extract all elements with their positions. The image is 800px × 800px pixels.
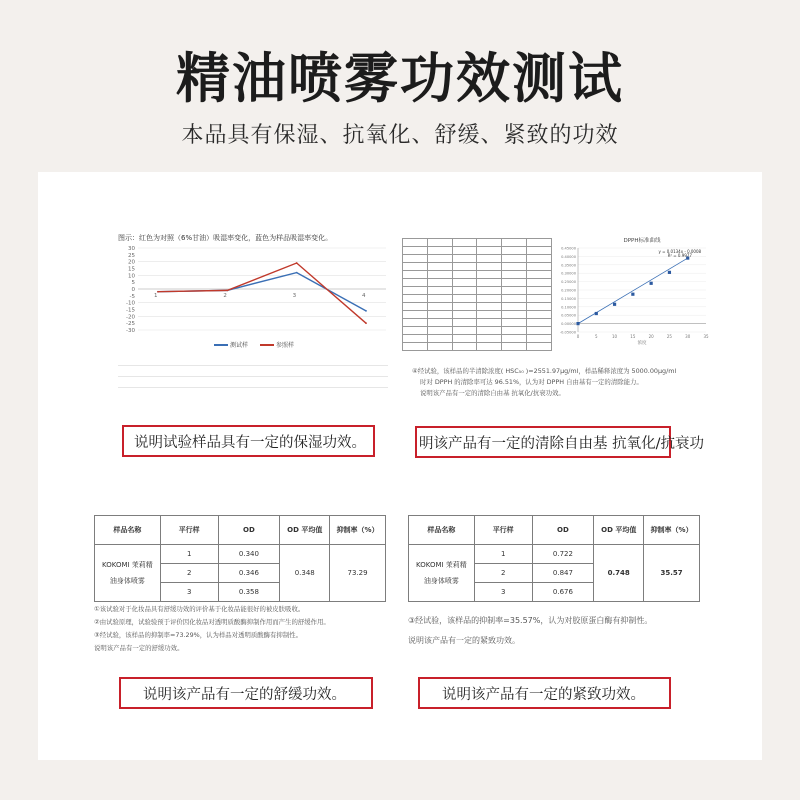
table-cell: 0.722 <box>532 545 594 564</box>
table-cell <box>527 247 552 255</box>
table-row <box>403 255 552 263</box>
y-tick-label: 5 <box>131 280 135 287</box>
page-title: 精油喷雾功效测试 <box>176 46 624 110</box>
moisture-note-text <box>118 362 388 396</box>
y-tick-label: 0.05000 <box>561 313 576 318</box>
table-cell <box>403 303 428 311</box>
y-tick-label: 0 <box>131 287 135 293</box>
table-cell <box>502 239 527 247</box>
table-cell <box>527 311 552 319</box>
x-axis-label: 浓度 <box>637 341 647 346</box>
table-cell <box>427 287 452 295</box>
table-row <box>403 311 552 319</box>
soothing-panel <box>94 515 394 652</box>
table-cell <box>403 343 428 351</box>
y-tick-label: 0.35000 <box>561 263 576 268</box>
x-tick-label: 1 <box>154 293 158 299</box>
table-cell <box>452 295 477 303</box>
table-row <box>403 263 552 271</box>
table-row <box>95 545 386 564</box>
table-cell <box>427 295 452 303</box>
data-point <box>296 272 298 274</box>
table-cell <box>403 295 428 303</box>
x-tick-label: 30 <box>685 334 691 339</box>
firming-table <box>408 515 700 602</box>
y-tick-label: 25 <box>128 252 135 259</box>
antioxidant-note-line1: ④经试验，该样品的半清除浓度( HSC₅₀ )=2551.97μg/ml，样品稀释浓度为 5000.00μg/ml <box>412 367 677 375</box>
table-row <box>403 279 552 287</box>
soothing-conclusion-box <box>119 677 373 709</box>
y-tick-label: 0.30000 <box>561 271 576 276</box>
table-cell <box>477 335 502 343</box>
table-cell <box>427 263 452 271</box>
y-tick-label: 0.40000 <box>561 254 576 259</box>
y-tick-label: -20 <box>126 314 135 321</box>
table-row <box>403 327 552 335</box>
data-point <box>613 303 616 306</box>
data-point <box>668 271 671 274</box>
table-cell: 0.358 <box>218 583 280 602</box>
table-cell <box>527 303 552 311</box>
table-cell <box>477 311 502 319</box>
table-cell <box>527 335 552 343</box>
od-average-cell: 0.748 <box>594 545 644 602</box>
sample-name-cell: KOKOMI 茉莉精油身体喷雾 <box>409 545 475 602</box>
antioxidant-conclusion-box <box>415 426 704 458</box>
table-cell <box>477 279 502 287</box>
x-tick-label: 0 <box>576 334 580 339</box>
x-tick-label: 5 <box>595 334 598 339</box>
column-header: OD 平均值 <box>594 516 644 545</box>
y-tick-label: 15 <box>128 266 135 273</box>
x-tick-label: 15 <box>630 334 636 339</box>
table-cell <box>403 271 428 279</box>
y-tick-label: 0.00000 <box>561 322 576 327</box>
table-cell <box>502 319 527 327</box>
y-tick-label: 30 <box>128 246 135 252</box>
column-header: OD <box>532 516 594 545</box>
table-cell <box>527 287 552 295</box>
data-point <box>650 282 653 285</box>
x-tick-label: 10 <box>612 334 618 339</box>
table-cell <box>527 295 552 303</box>
table-row <box>403 335 552 343</box>
column-header: 抑制率（%） <box>330 516 386 545</box>
firming-conclusion: 说明该产品有一定的紧致功效。 <box>442 687 645 703</box>
column-header: 平行样 <box>160 516 218 545</box>
data-point <box>595 312 598 315</box>
table-cell <box>427 327 452 335</box>
table-cell <box>502 263 527 271</box>
dpph-standard-curve <box>552 234 712 346</box>
table-cell: 3 <box>474 583 532 602</box>
soothing-conclusion: 说明该产品有一定的舒缓功效。 <box>143 687 346 703</box>
column-header: 抑制率（%） <box>644 516 700 545</box>
table-cell <box>427 239 452 247</box>
table-row <box>403 319 552 327</box>
soothing-table <box>94 515 386 602</box>
table-cell <box>527 255 552 263</box>
table-row <box>409 545 700 564</box>
y-tick-label: 0.15000 <box>561 296 576 301</box>
table-cell <box>477 263 502 271</box>
table-cell <box>502 295 527 303</box>
table-cell <box>477 247 502 255</box>
table-cell <box>502 247 527 255</box>
table-cell <box>477 287 502 295</box>
column-header: 样品名称 <box>95 516 161 545</box>
table-cell <box>452 343 477 351</box>
table-cell <box>452 247 477 255</box>
table-cell <box>427 279 452 287</box>
antioxidant-panel <box>400 232 712 412</box>
moisture-chart-caption: 图示：红色为对照（6%甘油）吸湿率变化，蓝色为样品吸湿率变化。 <box>118 234 333 242</box>
column-header: 样品名称 <box>409 516 475 545</box>
table-cell <box>502 271 527 279</box>
data-point <box>631 293 634 296</box>
data-point <box>296 262 298 264</box>
table-cell <box>477 255 502 263</box>
moisture-line-chart <box>118 244 398 354</box>
table-cell <box>452 287 477 295</box>
antioxidant-note-line3: 说明该产品有一定的清除自由基 抗氧化/抗衰功效。 <box>420 389 565 397</box>
x-tick-label: 3 <box>292 293 297 299</box>
y-tick-label: -15 <box>126 307 135 314</box>
column-header: OD <box>218 516 280 545</box>
legend-label: 测试样 <box>230 342 249 349</box>
dpph-data-table <box>402 238 552 351</box>
table-cell <box>427 271 452 279</box>
table-cell <box>452 279 477 287</box>
table-cell <box>527 239 552 247</box>
y-tick-label: -0.05000 <box>559 330 576 335</box>
table-row <box>403 295 552 303</box>
x-tick-label: 35 <box>703 334 709 339</box>
table-cell <box>477 239 502 247</box>
column-header: OD 平均值 <box>280 516 330 545</box>
table-cell <box>452 327 477 335</box>
table-cell <box>502 287 527 295</box>
antioxidant-conclusion: 明该产品有一定的清除自由基 抗氧化/抗衰功 <box>419 436 704 452</box>
table-row <box>403 287 552 295</box>
y-tick-label: 10 <box>128 273 135 280</box>
table-cell <box>452 319 477 327</box>
table-cell <box>477 303 502 311</box>
table-cell <box>477 271 502 279</box>
y-tick-label: 0.25000 <box>561 280 576 285</box>
table-cell: 1 <box>160 545 218 564</box>
table-cell <box>527 343 552 351</box>
y-tick-label: -10 <box>126 300 135 307</box>
column-header: 平行样 <box>474 516 532 545</box>
table-cell <box>403 327 428 335</box>
table-cell <box>403 247 428 255</box>
table-cell <box>452 263 477 271</box>
table-cell: 0.847 <box>532 564 594 583</box>
x-tick-label: 20 <box>648 334 654 339</box>
table-cell: 2 <box>160 564 218 583</box>
table-cell <box>403 263 428 271</box>
note-line: ②由试验原理，试验验预于评价因化妆品对透明质酸酶抑制作用而产生的舒缓作用。 <box>94 618 330 626</box>
table-cell <box>502 343 527 351</box>
note-line: ③经试验，该样品的抑制率=35.57%，认为对胶原蛋白酶有抑制性。 <box>408 616 653 625</box>
data-point <box>365 322 367 324</box>
table-cell <box>502 327 527 335</box>
data-point <box>576 322 579 325</box>
od-average-cell: 0.348 <box>280 545 330 602</box>
y-tick-label: -30 <box>126 328 135 334</box>
trendline-r2: R² = 0.9977 <box>667 253 692 259</box>
firming-conclusion-box <box>418 677 671 709</box>
table-cell <box>502 303 527 311</box>
table-cell <box>502 279 527 287</box>
y-tick-label: -25 <box>126 321 135 328</box>
table-cell <box>427 311 452 319</box>
moisture-conclusion-box <box>122 425 375 457</box>
table-cell: 3 <box>160 583 218 602</box>
data-point <box>226 289 228 291</box>
note-line: ③经试验，该样品的抑制率=73.29%，认为样品对透明质酸酶有抑制性。 <box>94 631 302 639</box>
firming-notes <box>408 611 708 651</box>
table-cell <box>452 311 477 319</box>
trendline <box>578 258 688 324</box>
table-cell <box>403 287 428 295</box>
table-cell <box>427 343 452 351</box>
chart-title: DPPH标准曲线 <box>623 238 661 244</box>
table-cell: 0.340 <box>218 545 280 564</box>
x-tick-label: 25 <box>666 334 672 339</box>
inhibition-rate-cell: 35.57 <box>644 545 700 602</box>
table-row <box>403 247 552 255</box>
table-cell <box>427 247 452 255</box>
table-cell <box>527 263 552 271</box>
y-tick-label: 0.20000 <box>561 288 576 293</box>
table-cell <box>477 343 502 351</box>
table-row <box>403 343 552 351</box>
table-cell <box>403 255 428 263</box>
table-cell <box>452 271 477 279</box>
table-cell <box>477 295 502 303</box>
table-cell <box>477 319 502 327</box>
table-cell <box>403 319 428 327</box>
table-cell <box>527 327 552 335</box>
y-tick-label: 0.10000 <box>561 305 576 310</box>
table-cell <box>427 303 452 311</box>
table-cell <box>427 335 452 343</box>
table-cell <box>502 335 527 343</box>
table-cell <box>403 335 428 343</box>
antioxidant-note-line2: 时对 DPPH 的清除率可达 96.51%，认为对 DPPH 自由基有一定的清除能力。 <box>420 378 643 386</box>
table-cell: 0.676 <box>532 583 594 602</box>
y-tick-label: 0.45000 <box>561 246 576 251</box>
table-cell <box>452 255 477 263</box>
table-cell <box>452 239 477 247</box>
trendline-equation: y = 0.0134x - 0.0008 <box>658 249 702 255</box>
x-tick-label: 2 <box>223 293 227 299</box>
firming-panel <box>408 515 708 645</box>
data-point <box>365 310 367 312</box>
data-point <box>157 291 159 293</box>
table-cell <box>403 311 428 319</box>
x-tick-label: 4 <box>362 293 366 299</box>
table-cell <box>527 319 552 327</box>
table-cell <box>403 279 428 287</box>
note-line: ①该试验对于化妆品具有舒缓功效的评价基于化妆品能很好的被皮肤吸收。 <box>94 605 305 613</box>
table-cell <box>403 239 428 247</box>
table-cell <box>477 327 502 335</box>
note-line: 说明该产品有一定的紧致功效。 <box>408 636 520 645</box>
table-cell <box>502 311 527 319</box>
page-subtitle: 本品具有保湿、抗氧化、舒缓、紧致的功效 <box>181 123 619 148</box>
table-cell <box>427 319 452 327</box>
moisture-conclusion: 说明试验样品具有一定的保湿功效。 <box>134 435 366 451</box>
table-row <box>403 271 552 279</box>
sample-name-cell: KOKOMI 茉莉精油身体喷雾 <box>95 545 161 602</box>
table-cell <box>452 335 477 343</box>
table-cell <box>502 255 527 263</box>
table-cell: 2 <box>474 564 532 583</box>
moisture-notes <box>118 362 388 396</box>
moisture-panel <box>118 230 398 410</box>
y-tick-label: 20 <box>128 259 135 266</box>
table-cell <box>427 255 452 263</box>
legend-label: 参照样 <box>276 342 295 349</box>
table-cell <box>452 303 477 311</box>
inhibition-rate-cell: 73.29 <box>330 545 386 602</box>
table-cell <box>527 279 552 287</box>
y-tick-label: -5 <box>129 293 135 300</box>
soothing-notes <box>94 603 394 655</box>
table-row <box>403 303 552 311</box>
antioxidant-notes <box>412 366 712 399</box>
table-cell: 0.346 <box>218 564 280 583</box>
test-report-card <box>38 172 762 760</box>
note-line: 说明该产品有一定的舒缓功效。 <box>94 644 184 652</box>
table-cell: 1 <box>474 545 532 564</box>
table-cell <box>527 271 552 279</box>
table-row <box>403 239 552 247</box>
